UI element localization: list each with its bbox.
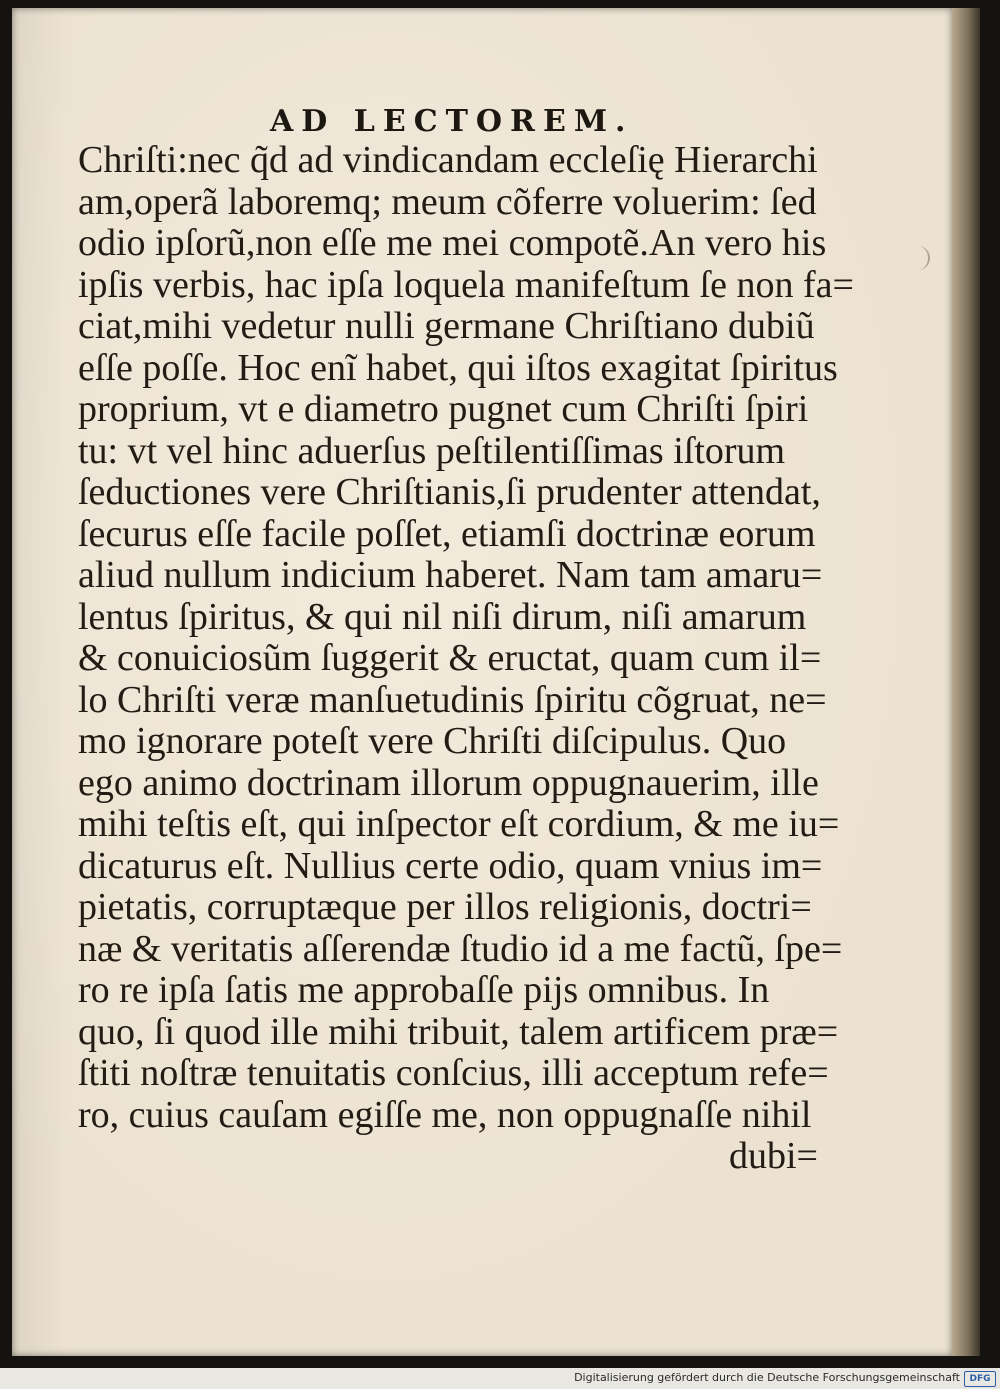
text-line: ego animo doctrinam illorum oppugnauerim, ille (78, 761, 819, 804)
running-head: AD LECTOREM. (270, 104, 634, 139)
footer-bar (0, 1368, 1000, 1389)
text-line: lentus ſpiritus, & qui nil niſi dirum, niſi amarum (78, 595, 807, 638)
text-line: ſeductiones vere Chriſtianis,ſi prudenter attendat, (78, 471, 821, 513)
text-line: proprium, vt e diametro pugnet cum Chriſti ſpiri (78, 388, 809, 430)
text-line: ro re ipſa ſatis me approbaſſe pijs omnibus. In (78, 969, 770, 1011)
text-line: ſecurus eſſe facile poſſet, etiamſi doctrinæ eorum (78, 512, 816, 555)
text-line: ipſis verbis, hac ipſa loquela manifeſtum ſe non fa= (78, 263, 854, 306)
text-line: am,operã laboremq; meum cõferre voluerim: ſed (78, 180, 817, 223)
body-text (78, 139, 854, 1178)
text-line: odio ipſorũ,non eſſe me mei compotẽ.An vero his (78, 222, 827, 264)
dfg-logo: DFG (964, 1371, 996, 1387)
text-line: dicaturus eſt. Nullius certe odio, quam vnius im= (78, 844, 823, 887)
text-line: Chriſti:nec q̃d ad vindicandam eccleſię Hierarchi (78, 139, 818, 181)
catchword: dubi= (729, 1135, 818, 1177)
text-line: pietatis, corruptæque per illos religionis, doctri= (78, 886, 812, 928)
text-line: quo, ſi quod ille mihi tribuit, talem artificem præ= (78, 1010, 839, 1053)
text-line: mihi teſtis eſt, qui inſpector eſt cordium, & me iu= (78, 803, 840, 845)
text-line: mo ignorare poteſt vere Chriſti diſcipulus. Quo (78, 720, 787, 762)
text-line: ciat,mihi vedetur nulli germane Chriſtiano dubiũ (78, 305, 815, 347)
text-line: & conuiciosũm ſuggerit & eructat, quam cum il= (78, 637, 822, 679)
text-line: ro, cuius cauſam egiſſe me, non oppugnaſſe nihil (78, 1093, 812, 1136)
text-line: næ & veritatis aſſerendæ ſtudio id a me factũ, ſpe= (78, 927, 843, 970)
text-line: eſſe poſſe. Hoc enĩ habet, qui iſtos exagitat ſpiritus (78, 346, 838, 389)
text-line: tu: vt vel hinc aduerſus peſtilentiſſimas iſtorum (78, 429, 786, 472)
text-line: aliud nullum indicium haberet. Nam tam amaru= (78, 554, 823, 596)
text-line: lo Chriſti veræ manſuetudinis ſpiritu cõgruat, ne= (78, 678, 827, 721)
text-line: ſtiti noſtræ tenuitatis conſcius, illi acceptum refe= (78, 1052, 829, 1094)
funding-credit: Digitalisierung gefördert durch die Deutsche Forschungsgemeinschaft (574, 1371, 960, 1384)
page-edge (952, 8, 980, 1356)
